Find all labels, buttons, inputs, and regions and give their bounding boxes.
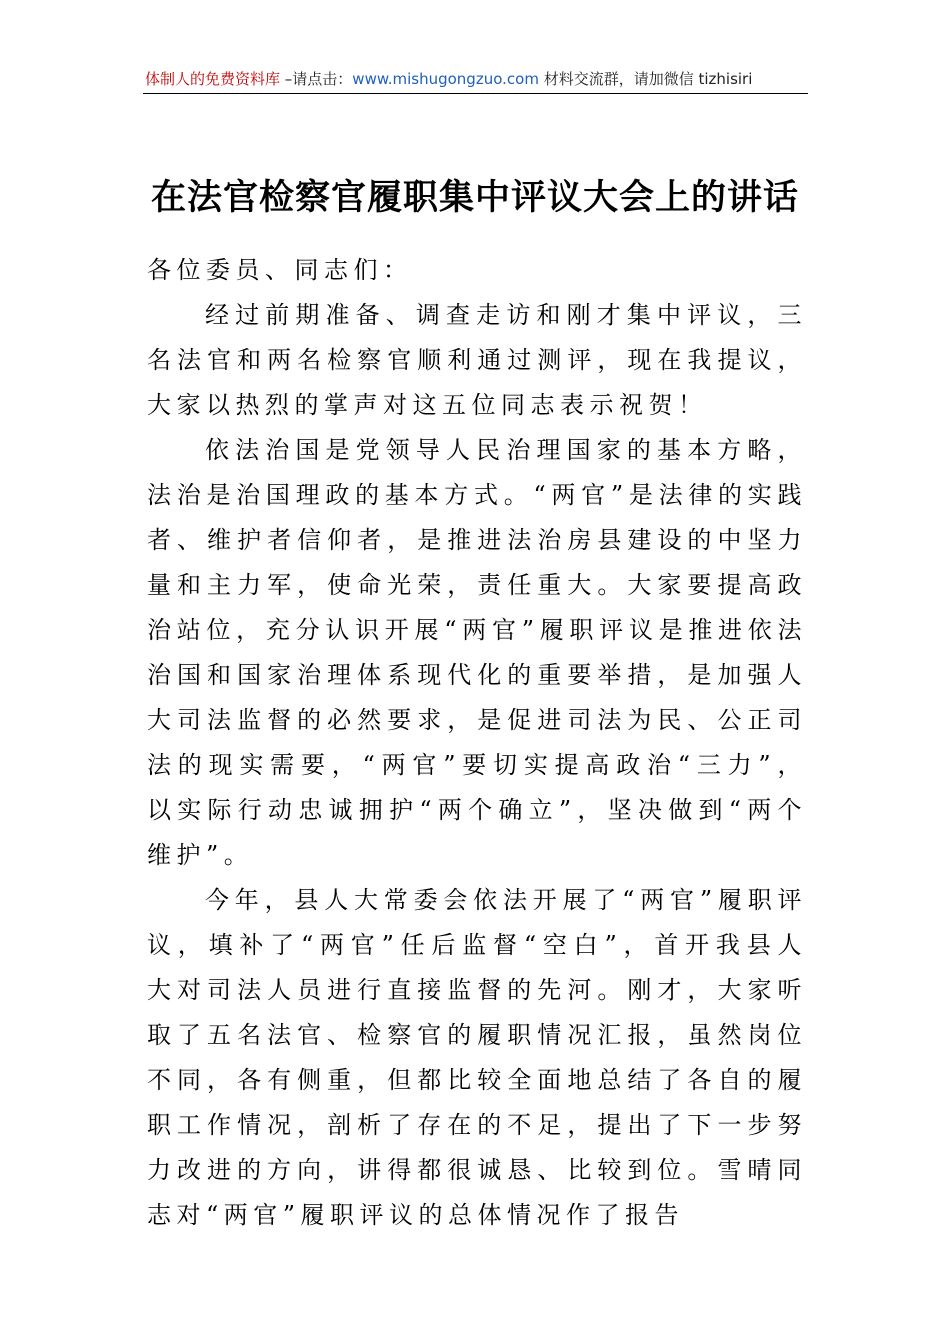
header-tail: 材料交流群，请加微信 tizhisiri — [538, 70, 753, 88]
header-brand: 体制人的免费资料库 — [145, 70, 281, 88]
document-title: 在法官检察官履职集中评议大会上的讲话 — [150, 177, 799, 218]
paragraph-1: 经过前期准备、调查走访和刚才集中评议，三名法官和两名检察官顺利通过测评，现在我提议，大家以热烈的掌声对这五位同志表示祝贺！ — [147, 301, 807, 419]
document-body — [147, 248, 807, 1238]
salutation: 各位委员、同志们： — [147, 256, 413, 284]
header-prompt: –请点击： — [280, 70, 353, 88]
paragraph-2: 依法治国是党领导人民治理国家的基本方略，法治是治国理政的基本方式。“两官”是法律的实践者、维护者信仰者，是推进法治房县建设的中坚力量和主力军，使命光荣，责任重大。大家要提高政治站位，充分认识开展“两官”履职评议是推进依法治国和国家治理体系现代化的重要举措，是加强人大司法监督的必然要求，是促进司法为民、公正司法的现实需要，“两官”要切实提高政治“三力”，以实际行动忠诚拥护“两个确立”，坚决做到“两个维护”。 — [147, 436, 807, 869]
header-divider — [143, 93, 808, 94]
paragraph-3: 今年，县人大常委会依法开展了“两官”履职评议，填补了“两官”任后监督“空白”，首开我县人大对司法人员进行直接监督的先河。刚才，大家听取了五名法官、检察官的履职情况汇报，虽然岗位不同，各有侧重，但都比较全面地总结了各自的履职工作情况，剖析了存在的不足，提出了下一步努力改进的方向，讲得都很诚恳、比较到位。雪晴同志对“两官”履职评议的总体情况作了报告 — [147, 886, 807, 1229]
page-header — [145, 68, 808, 90]
header-url-link[interactable]: www.mishugongzuo.com — [352, 70, 539, 88]
